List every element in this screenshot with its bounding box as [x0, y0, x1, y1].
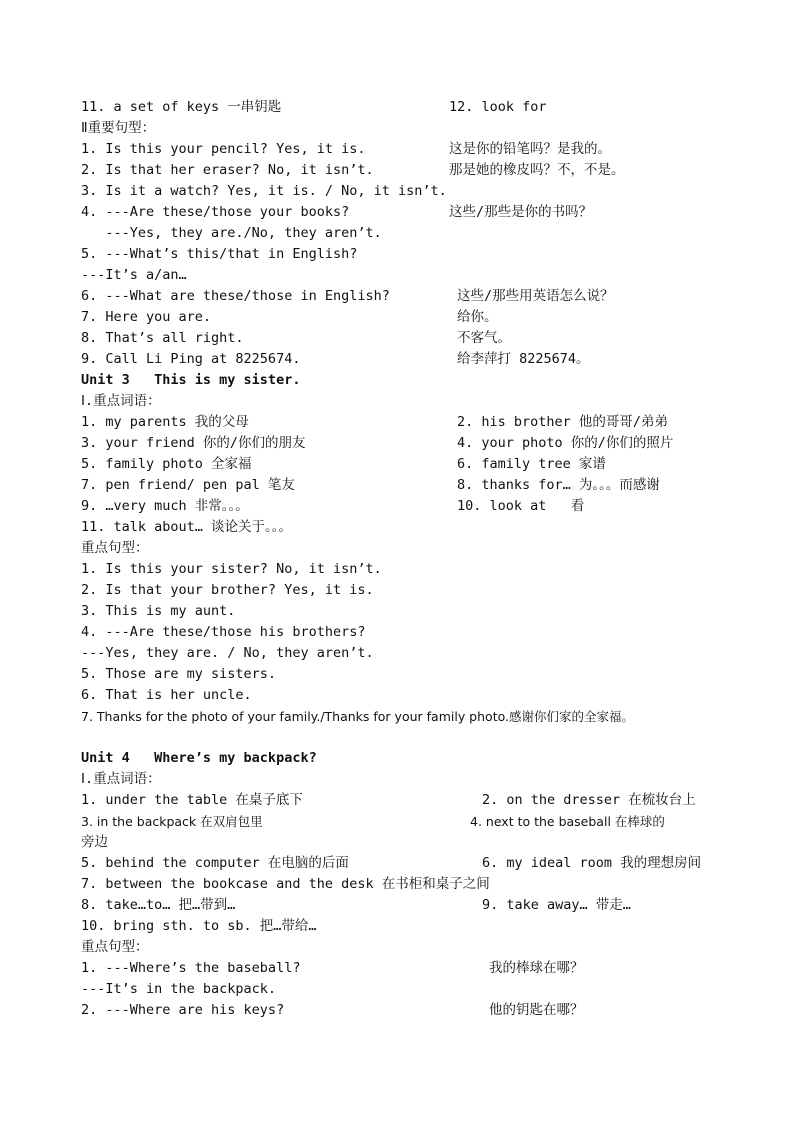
sentence-6-translation: 这些/那些用英语怎么说？ [457, 288, 614, 304]
unit-3-vocab-8: 8. thanks for… 为。。。而感谢 [457, 477, 660, 493]
sentence-5: 5. ---What’s this/that in English? [81, 246, 358, 262]
sentence-8-translation: 不客气。 [457, 330, 511, 346]
sentence-4: 4. ---Are these/those your books? [81, 204, 350, 220]
unit-4-vocab-4-continued: 旁边 [81, 834, 108, 850]
unit-4-sentence-1-answer: ---It’s in the backpack. [81, 981, 277, 997]
unit-3-vocab-3: 3. your friend 你的/你们的朋友 [81, 435, 306, 451]
unit-4-sentence-1: 1. ---Where’s the baseball? [81, 960, 301, 976]
unit-3-sentence-5: 5. Those are my sisters. [81, 666, 277, 682]
sentence-7-translation: 给你。 [457, 309, 498, 325]
unit-4-vocab-2: 2. on the dresser 在梳妆台上 [482, 792, 696, 808]
section-heading-sentences: Ⅱ重要句型： [81, 120, 156, 136]
unit-4-vocab-8: 8. take…to… 把…带到… [81, 897, 236, 913]
unit-3-title: Unit 3 This is my sister. [81, 372, 301, 388]
unit-4-vocab-7: 7. between the bookcase and the desk 在书柜和桌子之间 [81, 876, 490, 892]
unit-3-sentence-4: 4. ---Are these/those his brothers? [81, 624, 366, 640]
unit-3-vocab-6: 6. family tree 家谱 [457, 456, 606, 472]
unit-4-vocab-3: 3. in the backpack 在双肩包里 [81, 814, 263, 829]
unit-4-title: Unit 4 Where’s my backpack? [81, 750, 317, 766]
unit-3-vocab-9: 9. …very much 非常。。。 [81, 498, 249, 514]
unit-4-vocab-1: 1. under the table 在桌子底下 [81, 792, 303, 808]
unit-3-sentence-heading: 重点句型： [81, 540, 149, 556]
unit-3-sentence-7: 7. Thanks for the photo of your family./Thanks for your family photo.感谢你们家的全家福。 [81, 709, 634, 724]
unit-3-vocab-11: 11. talk about… 谈论关于。。。 [81, 519, 293, 535]
unit-3-vocab-2: 2. his brother 他的哥哥/弟弟 [457, 414, 669, 430]
sentence-4-answer: ---Yes, they are./No, they aren’t. [81, 225, 382, 241]
vocab-item-11: 11. a set of keys 一串钥匙 [81, 99, 282, 115]
sentence-1-translation: 这是你的铅笔吗？是我的。 [449, 141, 611, 157]
unit-3-vocab-1: 1. my parents 我的父母 [81, 414, 249, 430]
unit-3-sentence-3: 3. This is my aunt. [81, 603, 236, 619]
unit-3-sentence-4-answer: ---Yes, they are. / No, they aren’t. [81, 645, 374, 661]
sentence-5-answer: ---It’s a/an… [81, 267, 187, 283]
unit-3-vocab-heading: Ⅰ.重点词语： [81, 393, 161, 409]
sentence-4-translation: 这些/那些是你的书吗？ [449, 204, 593, 220]
unit-3-vocab-10: 10. look at 看 [457, 498, 585, 514]
sentence-3: 3. Is it a watch? Yes, it is. / No, it isn’t. [81, 183, 447, 199]
unit-4-vocab-4: 4. next to the baseball 在棒球的 [470, 814, 665, 829]
sentence-6: 6. ---What are these/those in English? [81, 288, 390, 304]
unit-4-vocab-heading: Ⅰ.重点词语： [81, 771, 161, 787]
unit-4-vocab-6: 6. my ideal room 我的理想房间 [482, 855, 702, 871]
sentence-2: 2. Is that her eraser? No, it isn’t. [81, 162, 374, 178]
unit-4-sentence-2: 2. ---Where are his keys? [81, 1002, 285, 1018]
unit-4-sentence-2-translation: 他的钥匙在哪？ [489, 1002, 584, 1018]
unit-3-vocab-4: 4. your photo 你的/你们的照片 [457, 435, 674, 451]
sentence-7: 7. Here you are. [81, 309, 212, 325]
unit-4-sentence-heading: 重点句型： [81, 939, 149, 955]
sentence-9-translation: 给李萍打 8225674。 [457, 351, 590, 367]
unit-4-vocab-5: 5. behind the computer 在电脑的后面 [81, 855, 349, 871]
unit-4-vocab-10: 10. bring sth. to sb. 把…带给… [81, 918, 317, 934]
sentence-2-translation: 那是她的橡皮吗？不，不是。 [449, 162, 625, 178]
unit-3-vocab-7: 7. pen friend/ pen pal 笔友 [81, 477, 295, 493]
unit-3-sentence-1: 1. Is this your sister? No, it isn’t. [81, 561, 382, 577]
vocab-item-12: 12. look for [449, 99, 547, 115]
unit-3-sentence-2: 2. Is that your brother? Yes, it is. [81, 582, 374, 598]
unit-4-vocab-9: 9. take away… 带走… [482, 897, 631, 913]
unit-3-sentence-6: 6. That is her uncle. [81, 687, 252, 703]
unit-3-vocab-5: 5. family photo 全家福 [81, 456, 252, 472]
sentence-9: 9. Call Li Ping at 8225674. [81, 351, 301, 367]
sentence-1: 1. Is this your pencil? Yes, it is. [81, 141, 366, 157]
sentence-8: 8. That’s all right. [81, 330, 244, 346]
unit-4-sentence-1-translation: 我的棒球在哪？ [489, 960, 584, 976]
